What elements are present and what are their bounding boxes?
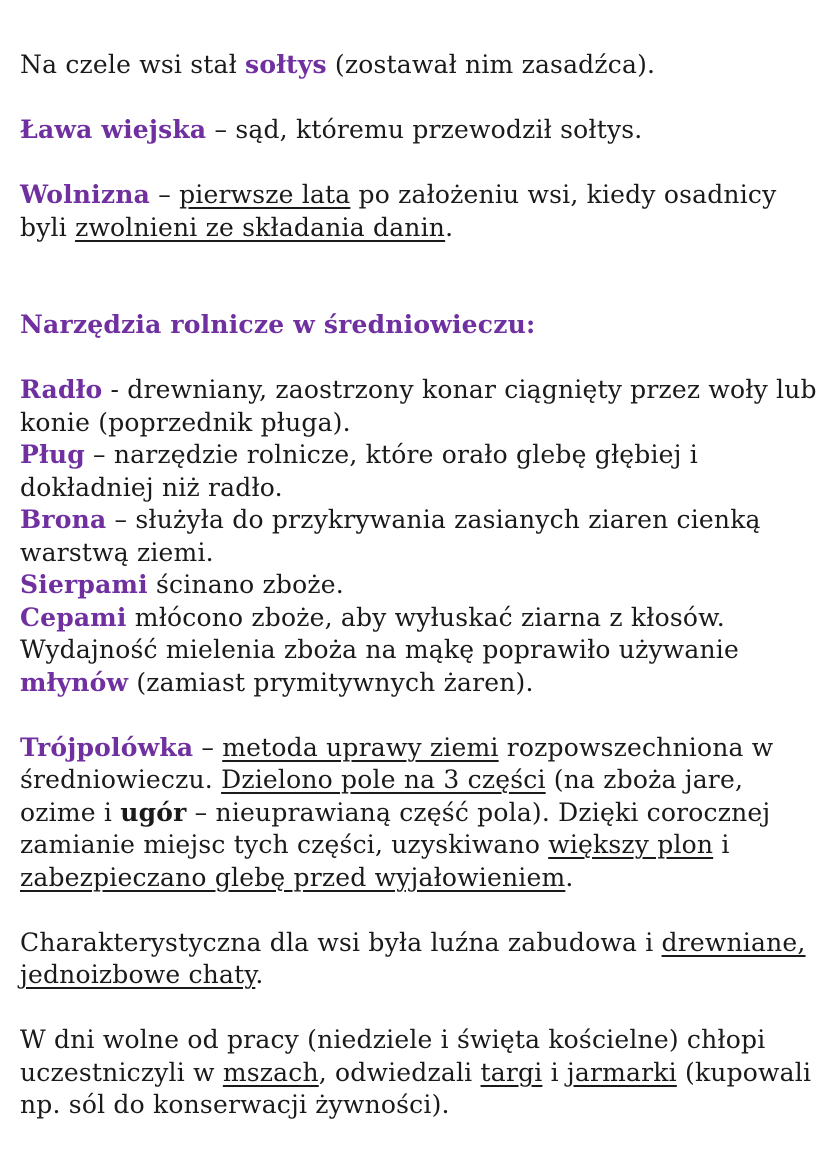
text: – nieuprawianą część pola). Dzięki corocznej zamianie miejsc tych części, uzyskiwano xyxy=(20,797,771,859)
term-soltys: sołtys xyxy=(245,50,327,79)
underlined-text: większy plon xyxy=(548,830,714,859)
text: W dni wolne od pracy (niedziele i święta kościelne) chłopi uczestniczyli w xyxy=(20,1025,766,1087)
term-trojpolowka: Trójpolówka xyxy=(20,732,194,762)
section-heading: Narzędzia rolnicze w średniowieczu: xyxy=(20,310,536,339)
text: (na zboża jare, ozime i xyxy=(20,765,744,827)
text: - drewniany, zaostrzony konar ciągnięty przez woły lub konie (poprzednik pługa). xyxy=(20,375,817,437)
underlined-text: metoda uprawy ziemi xyxy=(222,732,499,762)
text: po założeniu wsi, kiedy osadnicy byli xyxy=(20,180,777,242)
paragraph-wolnizna xyxy=(20,179,820,244)
term-wolnizna: Wolnizna xyxy=(20,180,151,209)
paragraph-dni-wolne xyxy=(20,1024,820,1122)
text: – służyła do przykrywania zasianych ziaren cienką warstwą ziemi. xyxy=(20,505,761,567)
text: . xyxy=(445,212,454,242)
term-ugor: ugór xyxy=(120,797,187,827)
paragraph-brona xyxy=(20,504,820,569)
document-page xyxy=(20,49,820,1122)
term-radlo: Radło xyxy=(20,375,103,404)
paragraph-sierpami xyxy=(20,569,820,602)
underlined-text: pierwsze lata xyxy=(179,180,351,209)
paragraph-soltys xyxy=(20,49,820,82)
paragraph-mlyny xyxy=(20,634,820,699)
text: – xyxy=(193,732,223,762)
paragraph-radlo xyxy=(20,374,820,439)
underlined-text: zabezpieczano glebę przed wyjałowieniem xyxy=(20,862,566,892)
underlined-text: zwolnieni ze składania danin xyxy=(75,212,446,242)
text: Charakterystyczna dla wsi była luźna zabudowa i xyxy=(20,927,662,957)
paragraph-cepami xyxy=(20,602,820,635)
text: (zamiast prymitywnych żaren). xyxy=(128,667,534,697)
text: – xyxy=(150,180,180,209)
term-brona: Brona xyxy=(20,505,107,534)
paragraph-zabudowa xyxy=(20,927,820,992)
text: – narzędzie rolnicze, które orało glebę głębiej i dokładniej niż radło. xyxy=(20,440,698,502)
text: rozpowszechniona w średniowieczu. xyxy=(20,732,774,794)
text: Wydajność mielenia zboża na mąkę poprawiło używanie xyxy=(20,635,740,664)
underlined-text: targi xyxy=(480,1057,543,1087)
term-sierpami: Sierpami xyxy=(20,570,148,599)
text: młócono zboże, aby wyłuskać ziarna z kłosów. xyxy=(126,602,725,632)
underlined-text: jarmarki xyxy=(566,1057,677,1087)
text: (kupowali np. sól do konserwacji żywności). xyxy=(20,1057,812,1119)
text: Na czele wsi stał xyxy=(20,50,246,79)
paragraph-plug xyxy=(20,439,820,504)
text: i xyxy=(542,1057,567,1087)
text: (zostawał nim zasadźca). xyxy=(326,50,656,79)
text: , odwiedzali xyxy=(318,1057,481,1087)
paragraph-lawa-wiejska xyxy=(20,114,820,147)
term-mlynow: młynów xyxy=(20,667,129,697)
text: i xyxy=(713,830,730,859)
term-lawa-wiejska: Ława wiejska xyxy=(20,115,207,144)
text: . xyxy=(255,960,264,989)
text: . xyxy=(565,862,574,892)
underlined-text: mszach xyxy=(222,1057,319,1087)
underlined-text: Dzielono pole na 3 części xyxy=(221,765,546,794)
text: – sąd, któremu przewodził sołtys. xyxy=(206,115,643,144)
text: ścinano zboże. xyxy=(147,570,344,599)
paragraph-trojpolowka xyxy=(20,732,820,895)
underlined-text: drewniane, jednoizbowe chaty xyxy=(20,927,806,989)
term-cepami: Cepami xyxy=(20,602,127,632)
term-plug: Pług xyxy=(20,440,85,469)
